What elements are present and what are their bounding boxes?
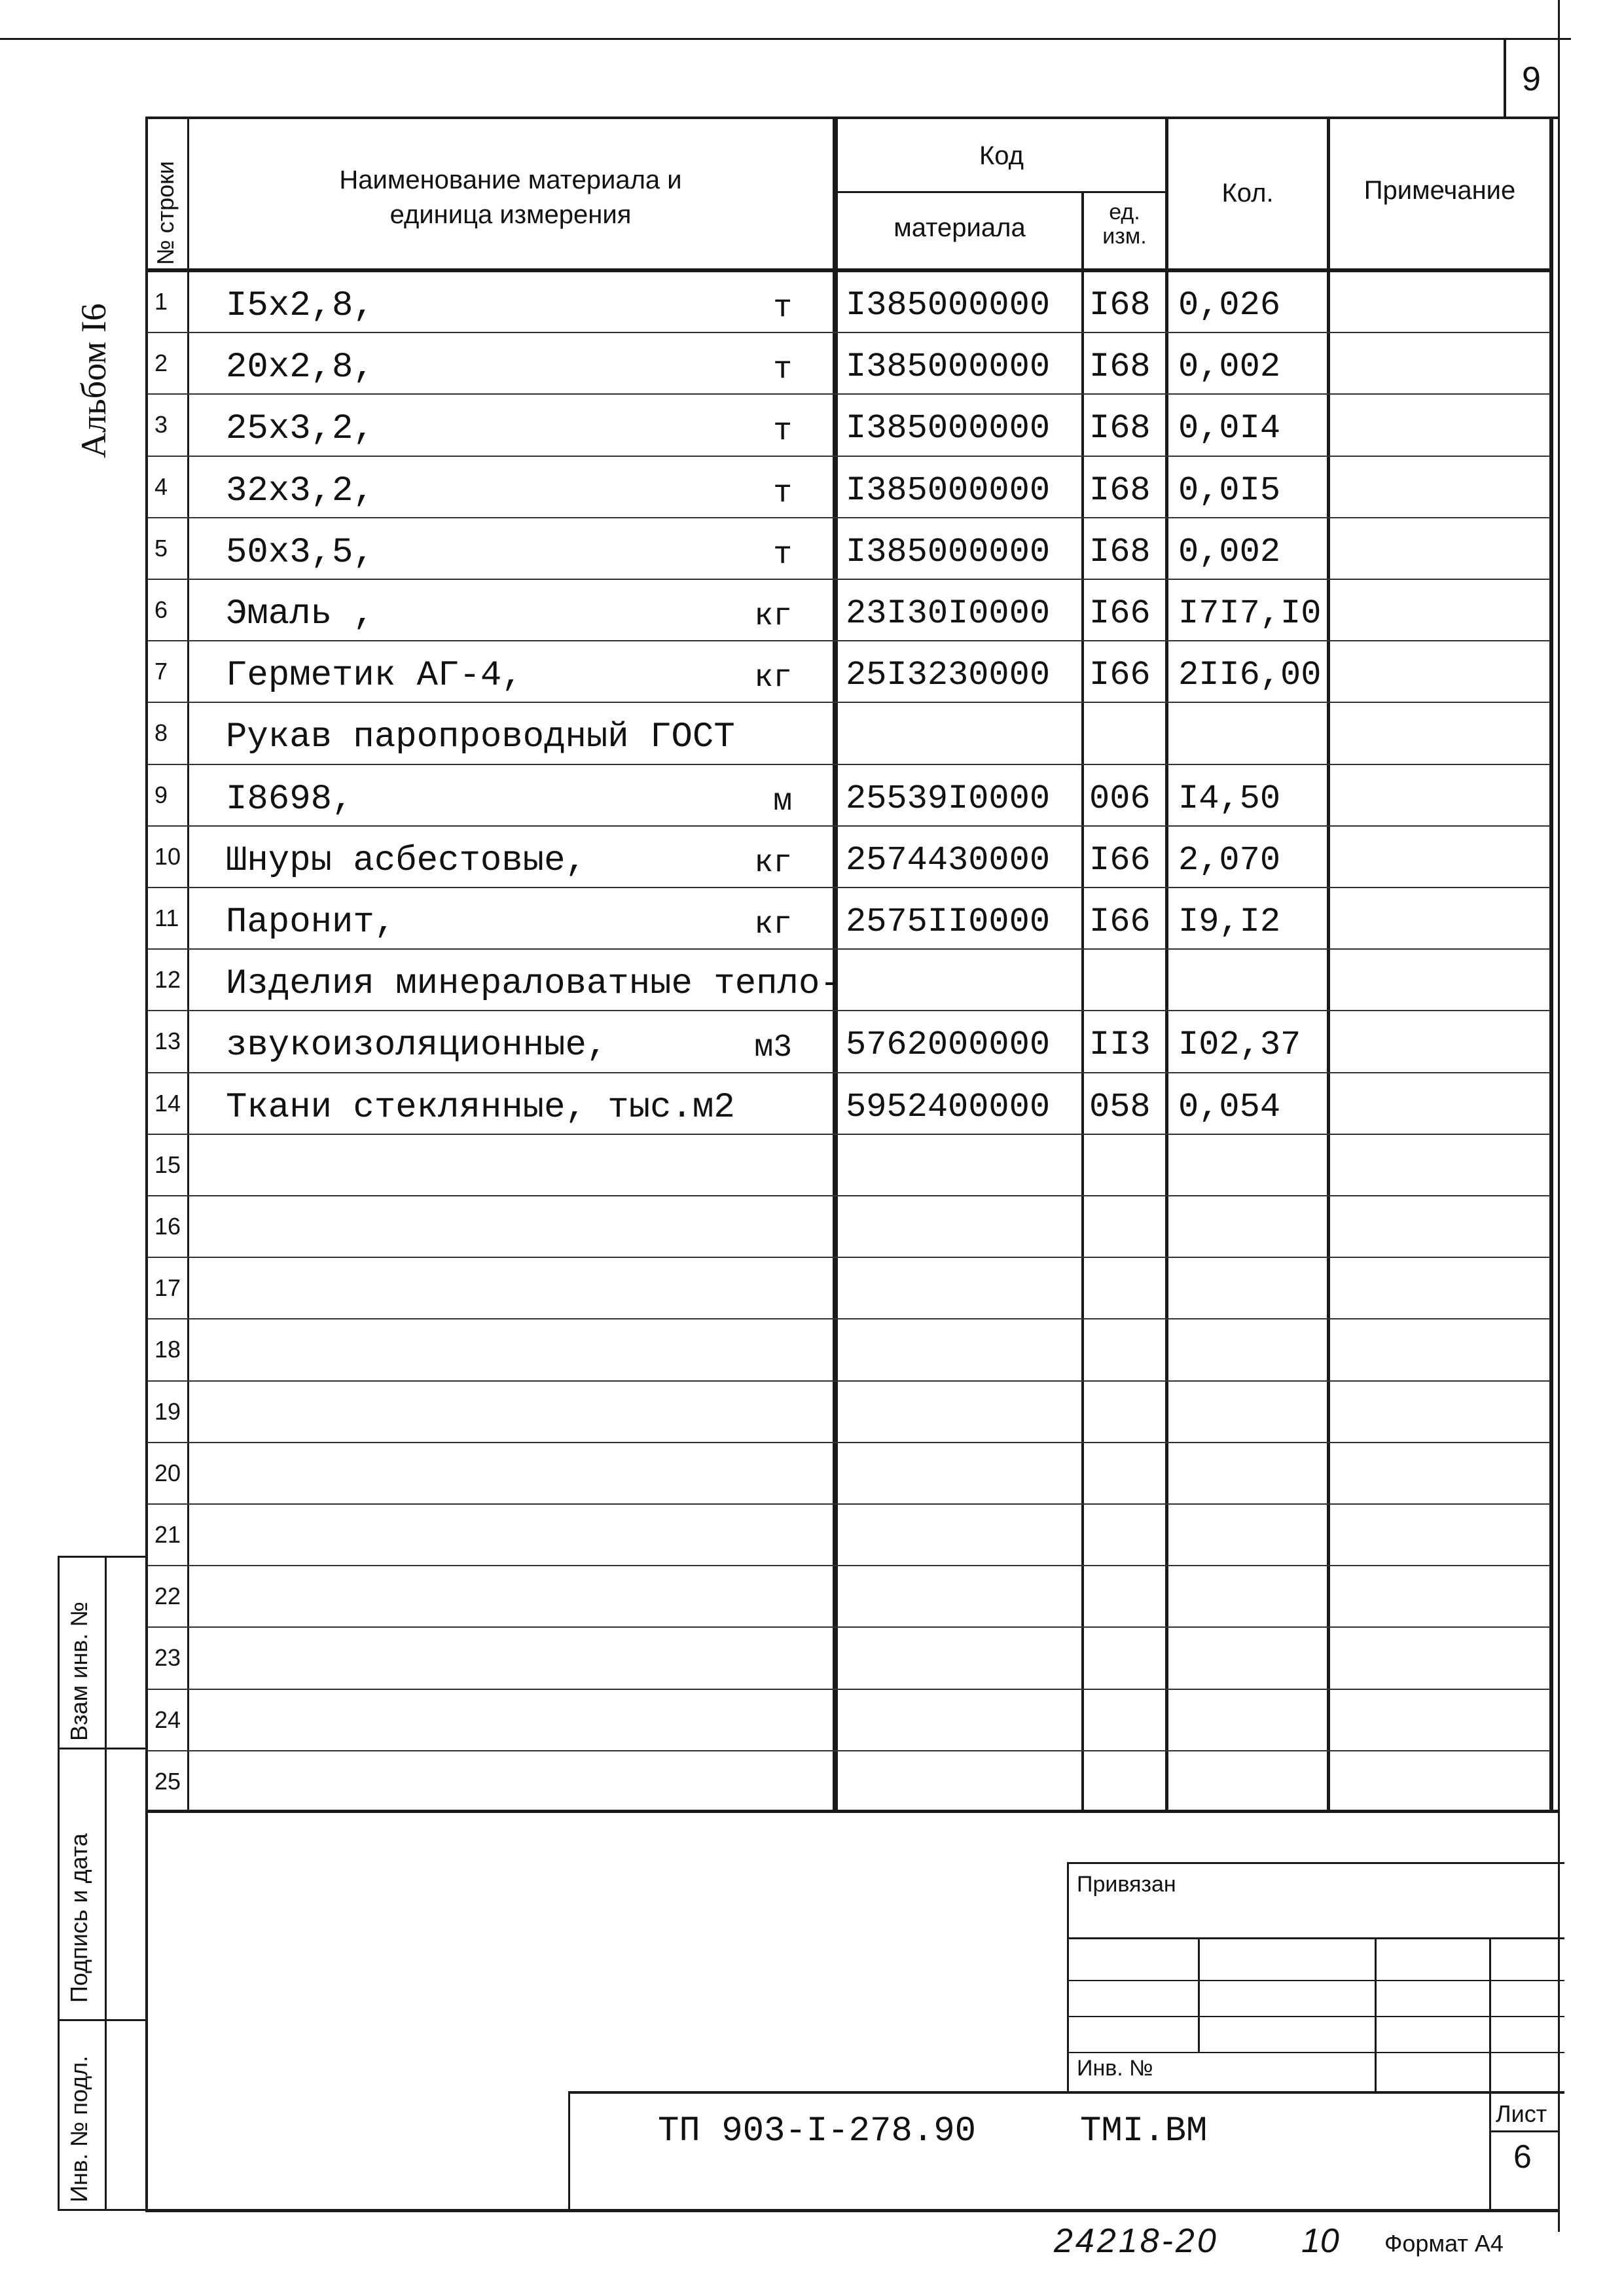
row-number: 4 <box>154 473 168 500</box>
quantity: 0,026 <box>1178 286 1281 325</box>
row-divider <box>148 517 1550 518</box>
privyazan-label: Привязан <box>1077 1872 1176 1897</box>
title-block-vline-3 <box>1489 1937 1491 2212</box>
material-unit: т <box>773 352 792 387</box>
material-unit: т <box>773 291 792 326</box>
title-block-top-line <box>1067 1862 1564 1864</box>
row-divider <box>148 1134 1550 1135</box>
row-divider <box>148 579 1550 580</box>
row-divider <box>148 456 1550 457</box>
header-unit-2: изм. <box>1102 224 1147 249</box>
row-number: 14 <box>154 1090 181 1117</box>
title-block-left-line <box>1067 1862 1069 2091</box>
material-name: 50x3,5, <box>226 533 374 573</box>
material-code: 2574430000 <box>846 841 1051 880</box>
material-unit: кг <box>754 907 792 942</box>
unit-code: 006 <box>1089 780 1151 818</box>
row-number: 9 <box>154 781 168 808</box>
row-divider <box>148 640 1550 641</box>
material-code: I385000000 <box>846 286 1051 325</box>
row-divider <box>148 887 1550 888</box>
inv-no-label: Инв. № <box>1077 2056 1153 2081</box>
frame-right-border <box>1558 0 1560 2232</box>
row-divider <box>148 1072 1550 1073</box>
material-name: Герметик АГ-4, <box>226 656 523 696</box>
unit-code: 058 <box>1089 1088 1151 1126</box>
row-divider <box>148 1565 1550 1566</box>
row-number: 18 <box>154 1336 181 1363</box>
header-note: Примечание <box>1363 176 1516 205</box>
quantity: 0,002 <box>1178 533 1281 571</box>
quantity: 2II6,00 <box>1178 656 1322 694</box>
header-unit-1: ед. <box>1109 200 1140 224</box>
side-stamp-bottom-line <box>58 2209 147 2211</box>
row-number: 16 <box>154 1213 181 1240</box>
side-stamp-mid-line <box>105 1556 107 2210</box>
row-divider <box>148 1442 1550 1443</box>
quantity: I4,50 <box>1178 780 1281 818</box>
note-column-line <box>1549 117 1553 1812</box>
material-name: Эмаль , <box>226 594 374 634</box>
header-bottom-line <box>145 268 1553 272</box>
row-number: 3 <box>154 411 168 438</box>
material-unit: кг <box>754 846 792 881</box>
row-number: 17 <box>154 1274 181 1301</box>
material-name: 25x3,2, <box>226 409 374 449</box>
unit-code: II3 <box>1089 1026 1151 1064</box>
row-number: 12 <box>154 966 181 993</box>
side-stamp-left-line <box>58 1556 60 2210</box>
page-number-box-left <box>1504 38 1506 117</box>
side-stamp-podpis: Подпись и дата <box>65 1833 92 2003</box>
frame-bottom-line <box>145 2209 1559 2212</box>
side-stamp-sep1 <box>58 1748 147 1749</box>
doc-code-box-left <box>568 2091 570 2212</box>
material-code: 2575II0000 <box>846 903 1051 941</box>
row-divider <box>148 825 1550 827</box>
row-divider <box>148 1010 1550 1011</box>
sheet-number: 6 <box>1513 2138 1532 2175</box>
row-divider <box>148 1195 1550 1196</box>
row-number: 22 <box>154 1583 181 1609</box>
material-unit: т <box>773 537 792 573</box>
sheet-label: Лист <box>1496 2100 1547 2127</box>
material-name: звукоизоляционные, <box>226 1026 608 1066</box>
quantity: 0,0I5 <box>1178 471 1281 510</box>
header-name-line1: Наименование материала и <box>339 166 682 194</box>
title-block-vline-1 <box>1198 1937 1200 2052</box>
header-code: Код <box>979 141 1024 170</box>
row-number: 7 <box>154 658 168 685</box>
material-code: I385000000 <box>846 348 1051 386</box>
unit-code: I68 <box>1089 471 1151 510</box>
side-stamp-vzam: Взам инв. № <box>65 1601 92 1741</box>
row-divider <box>148 1318 1550 1319</box>
material-name: Рукав паропроводный ГОСТ <box>226 717 735 757</box>
row-number: 15 <box>154 1151 181 1178</box>
side-stamp-sep2 <box>58 2019 147 2021</box>
album-label: Альбом I6 <box>74 303 113 458</box>
side-stamp-top-line <box>58 1556 147 1558</box>
unit-code: I66 <box>1089 841 1151 880</box>
material-name: 32x3,2, <box>226 471 374 511</box>
quantity: I9,I2 <box>1178 903 1281 941</box>
material-name: 20x2,8, <box>226 348 374 387</box>
doc-code-box-top <box>568 2091 1564 2094</box>
material-code: I385000000 <box>846 409 1051 448</box>
quantity: 2,070 <box>1178 841 1281 880</box>
row-number: 24 <box>154 1706 181 1733</box>
title-block-vline-2 <box>1375 1937 1377 2091</box>
code-material-column-line <box>1081 191 1084 1812</box>
material-code: 23I30I0000 <box>846 594 1051 633</box>
sheet-box-mid-line <box>1489 2130 1559 2132</box>
header-qty: Кол. <box>1221 179 1274 207</box>
table-top-line <box>145 117 1559 119</box>
top-border-line <box>0 38 1571 40</box>
archive-sheet: 10 <box>1301 2222 1339 2260</box>
material-code: 5762000000 <box>846 1026 1051 1064</box>
unit-code: I68 <box>1089 409 1151 448</box>
material-code: I385000000 <box>846 471 1051 510</box>
row-divider <box>148 1380 1550 1382</box>
row-divider <box>148 1750 1550 1751</box>
unit-code: I68 <box>1089 348 1151 386</box>
row-number: 19 <box>154 1398 181 1425</box>
row-divider <box>148 1689 1550 1690</box>
material-code: 5952400000 <box>846 1088 1051 1126</box>
archive-number: 24218-20 <box>1054 2222 1219 2260</box>
row-number: 23 <box>154 1644 181 1671</box>
code-subheader-line <box>835 191 1168 193</box>
material-unit: т <box>773 414 792 449</box>
table-left-line <box>145 117 148 2211</box>
material-name: Шнуры асбестовые, <box>226 841 586 881</box>
unit-code: I66 <box>1089 903 1151 941</box>
row-divider <box>148 1626 1550 1628</box>
header-code-material: материала <box>893 213 1026 242</box>
row-number: 2 <box>154 350 168 376</box>
material-code: 25I3230000 <box>846 656 1051 694</box>
qty-column-line <box>1327 117 1330 1812</box>
doc-code: ТП 903-I-278.90 <box>658 2111 977 2151</box>
quantity: 0,054 <box>1178 1088 1281 1126</box>
row-divider <box>148 393 1550 395</box>
material-code: I385000000 <box>846 533 1051 571</box>
unit-code: I66 <box>1089 594 1151 633</box>
rownum-column-line <box>187 117 189 1812</box>
material-unit: т <box>773 476 792 511</box>
material-name: Ткани стеклянные, тыс.м2 <box>226 1088 735 1128</box>
quantity: 0,0I4 <box>1178 409 1281 448</box>
header-name-line2: единица измерения <box>389 200 632 229</box>
material-name: Паронит, <box>226 903 396 942</box>
row-divider <box>148 764 1550 765</box>
row-number: 5 <box>154 535 168 562</box>
row-divider <box>148 948 1550 950</box>
format-label: Формат А4 <box>1384 2230 1504 2257</box>
material-name: Изделия минераловатные тепло- <box>226 964 841 1004</box>
side-stamp-inv-podl: Инв. № подл. <box>65 2055 92 2202</box>
quantity: I7I7,I0 <box>1178 594 1322 633</box>
unit-code: I68 <box>1089 286 1151 325</box>
material-name: I5x2,8, <box>226 286 374 326</box>
table-bottom-line <box>145 1810 1559 1813</box>
material-unit: м <box>773 784 792 819</box>
doc-mark: ТМI.ВМ <box>1080 2111 1208 2151</box>
row-number: 25 <box>154 1768 181 1795</box>
row-number: 6 <box>154 596 168 623</box>
material-name: I8698, <box>226 780 353 819</box>
row-divider <box>148 702 1550 703</box>
quantity: 0,002 <box>1178 348 1281 386</box>
row-number: 11 <box>154 905 179 931</box>
unit-code: I68 <box>1089 533 1151 571</box>
row-number: 10 <box>154 843 181 870</box>
material-code: 25539I0000 <box>846 780 1051 818</box>
header-row-number: № строки <box>152 160 179 265</box>
row-number: 20 <box>154 1460 181 1486</box>
row-number: 1 <box>154 288 168 315</box>
quantity: I02,37 <box>1178 1026 1301 1064</box>
row-divider <box>148 1503 1550 1505</box>
row-number: 21 <box>154 1521 181 1548</box>
row-number: 13 <box>154 1028 181 1054</box>
material-unit: кг <box>754 660 792 696</box>
row-divider <box>148 332 1550 333</box>
row-divider <box>148 1257 1550 1258</box>
unit-code: I66 <box>1089 656 1151 694</box>
material-unit: м3 <box>754 1030 792 1066</box>
page-number: 9 <box>1522 60 1541 98</box>
unit-column-line <box>1165 117 1168 1812</box>
row-number: 8 <box>154 719 168 746</box>
material-unit: кг <box>754 599 792 634</box>
